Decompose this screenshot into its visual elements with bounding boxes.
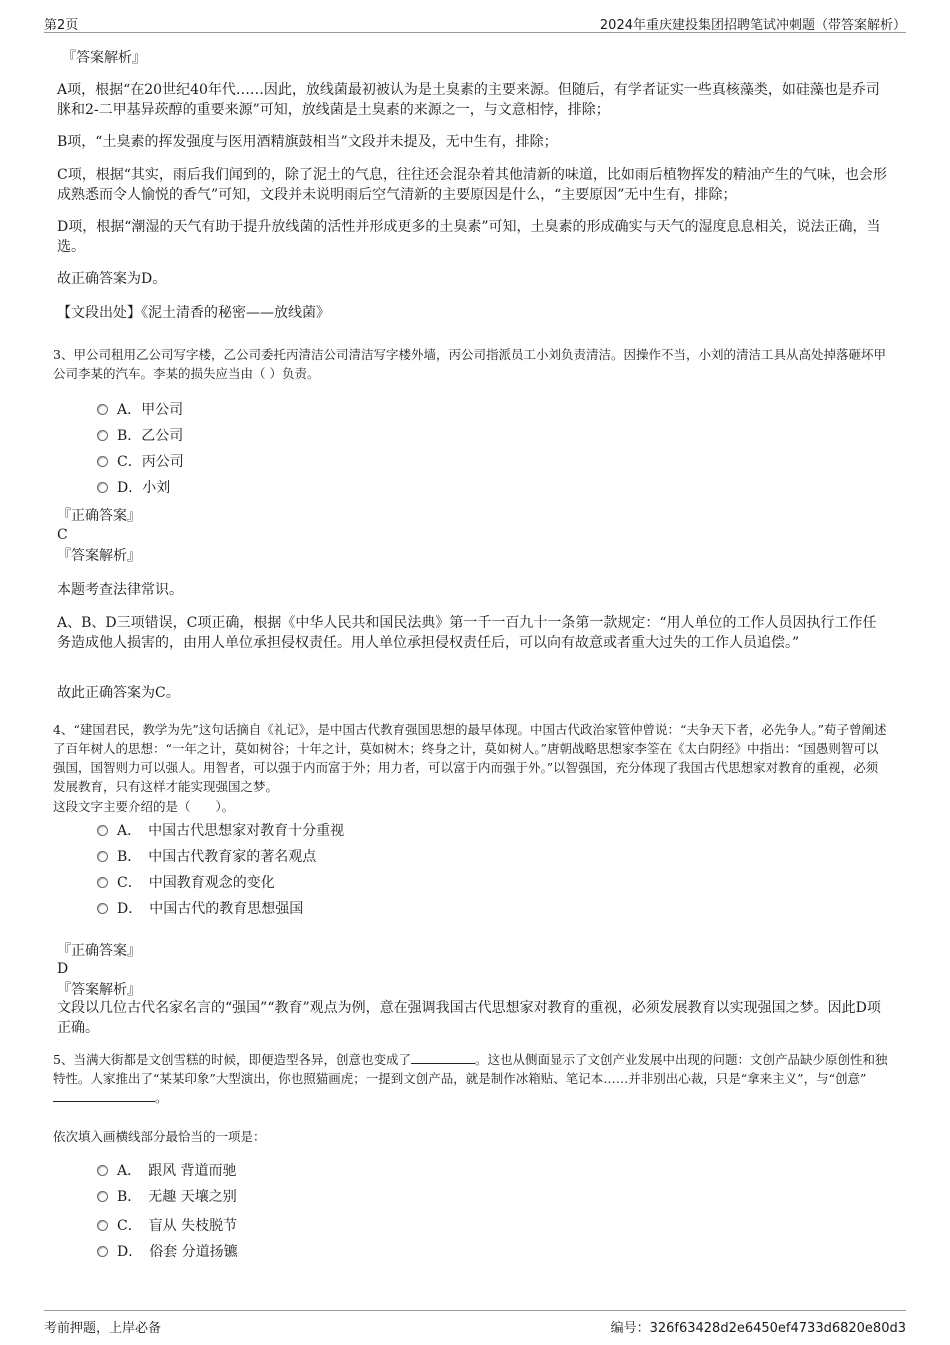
radio-icon[interactable] [97,877,108,888]
radio-icon[interactable] [97,825,108,836]
q4-answer: D [57,961,69,977]
q4-option-c[interactable]: C． 中国教育观念的变化 [97,873,275,893]
radio-icon[interactable] [97,482,108,493]
q5-stem: 5、当满大街都是文创雪糕的时候，即便造型各异，创意也变成了 。这也从侧面显示了文创产业发展中出现的问题：文创产品缺少原创性和独特性。人家推出了“某某印象”大型演出，你也照猫画虎；一提到文创产品，就是制作冰箱贴、笔记本……并非别出心裁，只是“拿来主义”，与“创意”。 [53,1052,888,1105]
q2-analysis-b: B项，“土臭素的挥发强度与医用酒精旗鼓相当”文段并未提及，无中生有，排除； [57,134,558,150]
q3-stem: 3、甲公司租用乙公司写字楼，乙公司委托丙清洁公司清洁写字楼外墙，丙公司指派员工小刘负责清洁。因操作不当，小刘的清洁工具从高处掉落砸坏甲公司李某的汽车。李某的损失应当由（ ）负责。 [53,347,886,381]
page-number: 第2页 [44,18,79,33]
q2-conclusion: 故正确答案为D。 [57,271,167,287]
page-footer [44,1310,906,1337]
radio-icon[interactable] [97,903,108,914]
q2-analysis-d: D项，根据“潮湿的天气有助于提升放线菌的活性并形成更多的土臭素”可知，土臭素的形成确实与天气的湿度息息相关，说法正确，当选。 [57,219,881,255]
q3-analysis-p2: A、B、D三项错误，C项正确，根据《中华人民共和国民法典》第一千一百九十一条第一款规定：“用人单位的工作人员因执行工作任务造成他人损害的，由用人单位承担侵权责任。用人单位承担侵权责任后，可以向有故意或者重大过失的工作人员追偿。” [57,615,877,651]
footer-slogan: 考前押题，上岸必备 [44,1321,162,1336]
q4-question: 这段文字主要介绍的是（ ）。 [53,799,235,814]
radio-icon[interactable] [97,1165,108,1176]
fill-blank-1[interactable] [411,1050,475,1064]
fill-blank-2[interactable] [53,1088,155,1102]
q4-stem: 4、“建国君民，教学为先”这句话摘自《礼记》，是中国古代教育强国思想的最早体现。中国古代政治家管仲曾说：“夫争天下者，必先争人。”荀子曾阐述了百年树人的思想：“一年之计，莫如树谷；十年之计，莫如树木；终身之计，莫如树人。”唐朝战略思想家李筌在《太白阴经》中指出：“国愚则智可以强国，国智则力可以强人。用智者，可以强于内而富于外；用力者，可以富于内而强于外。”以智强国，充分体现了我国古代思想家对教育的重视，必须发展教育，只有这样才能实现强国之梦。 [53,722,887,794]
q3-analysis-title: 『答案解析』 [57,548,141,564]
q3-answer: C [57,527,68,543]
radio-icon[interactable] [97,851,108,862]
q4-option-d[interactable]: D． 中国古代的教育思想强国 [97,899,303,919]
document-title: 2024年重庆建投集团招聘笔试冲刺题（带答案解析） [599,18,906,33]
q4-analysis: 文段以几位古代名家名言的“强国”“教育”观点为例，意在强调我国古代思想家对教育的重视，必须发展教育以实现强国之梦。因此D项正确。 [57,1000,881,1036]
q3-option-a[interactable]: A．甲公司 [97,400,183,420]
q5-option-b[interactable]: B． 无趣 天壤之别 [97,1187,237,1207]
q5-question: 依次填入画横线部分最恰当的一项是： [53,1129,266,1144]
q4-analysis-title: 『答案解析』 [57,982,141,998]
q3-analysis-p1: 本题考查法律常识。 [57,582,183,598]
radio-icon[interactable] [97,1220,108,1231]
q3-option-c[interactable]: C．丙公司 [97,452,184,472]
radio-icon[interactable] [97,430,108,441]
q5-option-c[interactable]: C． 盲从 失枝脱节 [97,1216,237,1236]
document-id: 编号：326f63428d2e6450ef4733d6820e80d3 [610,1321,906,1336]
radio-icon[interactable] [97,1246,108,1257]
q2-analysis-title: 『答案解析』 [62,50,146,66]
q3-correct-title: 『正确答案』 [57,508,141,524]
q3-conclusion: 故此正确答案为C。 [57,685,180,701]
page-header [44,12,906,33]
q5-option-a[interactable]: A． 跟风 背道而驰 [97,1161,237,1181]
q3-option-b[interactable]: B．乙公司 [97,426,183,446]
radio-icon[interactable] [97,404,108,415]
q3-option-d[interactable]: D．小刘 [97,478,170,498]
q2-analysis-a: A项，根据“在20世纪40年代……因此，放线菌最初被认为是土臭素的主要来源。但随后，有学者证实一些真核藻类，如硅藻也是乔司脒和2-二甲基异莰醇的重要来源”可知，放线菌是土臭素的来源之一，与文意相悖，排除； [57,82,880,118]
q4-option-b[interactable]: B． 中国古代教育家的著名观点 [97,847,316,867]
q4-option-a[interactable]: A． 中国古代思想家对教育十分重视 [97,821,344,841]
q4-correct-title: 『正确答案』 [57,943,141,959]
radio-icon[interactable] [97,456,108,467]
q2-source: 【文段出处】《泥土清香的秘密——放线菌》 [57,305,330,321]
q2-analysis-c: C项，根据“其实，雨后我们闻到的，除了泥土的气息，往往还会混杂着其他清新的味道，比如雨后植物挥发的精油产生的气味，也会形成熟悉而令人愉悦的香气”可知，文段并未说明雨后空气清新的主要原因是什么，“主要原因”无中生有，排除； [57,167,887,203]
radio-icon[interactable] [97,1191,108,1202]
q5-option-d[interactable]: D． 俗套 分道扬镳 [97,1242,238,1262]
